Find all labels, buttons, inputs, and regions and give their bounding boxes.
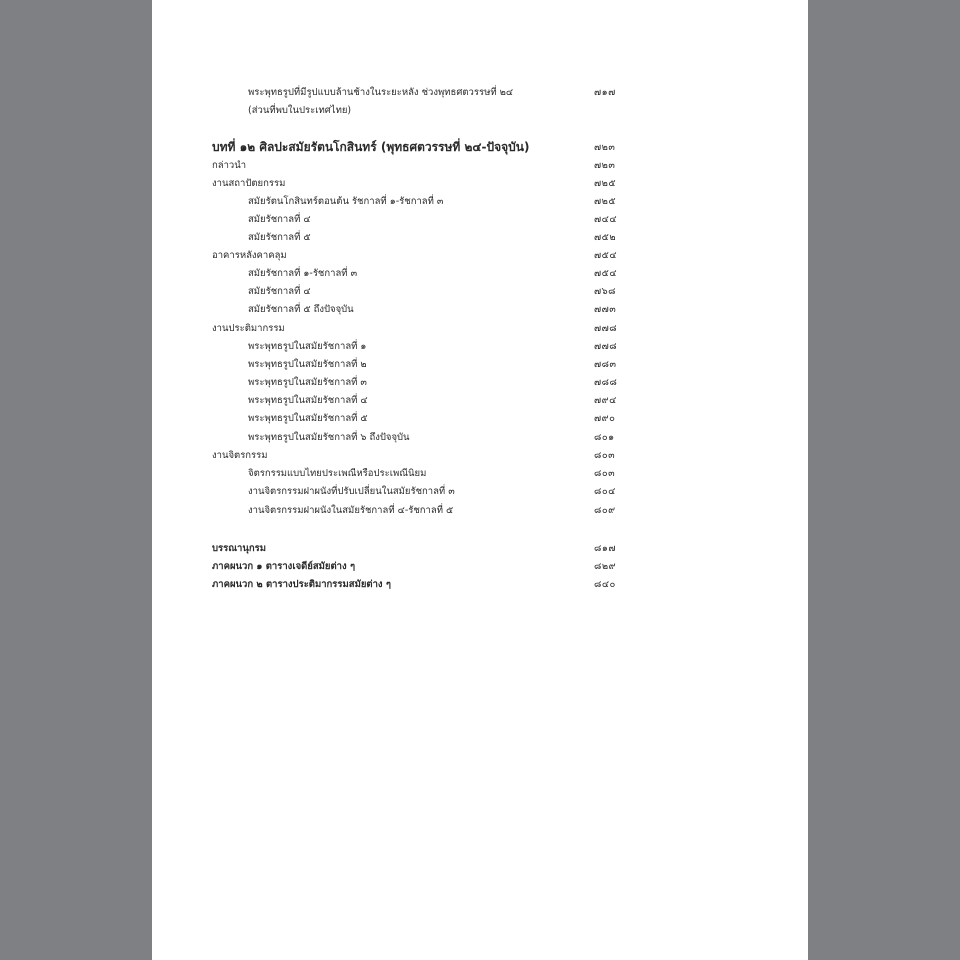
toc-entry-label: สมัยรัชกาลที่ ๕ ถึงปัจจุบัน	[248, 303, 354, 315]
toc-entry-page: ๗๒๕	[594, 195, 617, 207]
toc-entry-page: ๘๑๗	[594, 542, 617, 554]
toc-entry[interactable]	[212, 265, 632, 281]
toc-entry-page: ๗๑๗	[594, 86, 616, 98]
toc-entry-label: งานจิตรกรรมฝาผนังในสมัยรัชกาลที่ ๔-รัชกาลที่ ๕	[248, 504, 454, 516]
toc-entry-label: ภาคผนวก ๒ ตารางประติมากรรมสมัยต่าง ๆ	[212, 578, 391, 590]
toc-entry[interactable]	[212, 374, 632, 390]
toc-entry-label: อาคารหลังคาคลุม	[212, 249, 287, 261]
toc-backmatter-entry[interactable]	[212, 558, 632, 574]
chapter-title: บทที่ ๑๒ ศิลปะสมัยรัตนโกสินทร์ (พุทธศตวรรษที่ ๒๔-ปัจจุบัน)	[212, 139, 530, 154]
toc-entry-label: งานจิตรกรรม	[212, 449, 268, 461]
document-page	[152, 0, 808, 960]
toc-entry-label: งานสถาปัตยกรรม	[212, 177, 286, 189]
toc-entry[interactable]	[212, 211, 632, 227]
toc-chapter-heading[interactable]	[212, 138, 632, 156]
toc-entry-page: ๗๙๔	[594, 394, 617, 406]
toc-entry-label: พระพุทธรูปในสมัยรัชกาลที่ ๖ ถึงปัจจุบัน	[248, 431, 410, 443]
toc-entry[interactable]	[212, 502, 632, 518]
toc-backmatter-entry[interactable]	[212, 540, 632, 556]
toc-entry[interactable]	[212, 447, 632, 463]
toc-entry[interactable]	[212, 483, 632, 499]
chapter-page: ๗๒๓	[594, 141, 616, 153]
toc-entry-label: งานประติมากรรม	[212, 322, 285, 334]
toc-entry-label: สมัยรัชกาลที่ ๔	[248, 285, 311, 297]
toc-entry[interactable]	[212, 301, 632, 317]
toc-entry-label: พระพุทธรูปในสมัยรัชกาลที่ ๕	[248, 412, 368, 424]
toc-entry[interactable]	[212, 157, 632, 173]
toc-entry-label: พระพุทธรูปที่มีรูปแบบล้านช้างในระยะหลัง ช่วงพุทธศตวรรษที่ ๒๔	[248, 86, 514, 98]
toc-entry[interactable]	[212, 229, 632, 245]
toc-entry-label: สมัยรัชกาลที่ ๔	[248, 213, 311, 225]
toc-entry-page: ๗๕๔	[594, 267, 618, 279]
toc-entry-label: (ส่วนที่พบในประเทศไทย)	[248, 104, 352, 116]
toc-entry-label: พระพุทธรูปในสมัยรัชกาลที่ ๒	[248, 358, 367, 370]
toc-entry-page: ๘๔๐	[594, 578, 616, 590]
toc-entry-label: สมัยรัชกาลที่ ๑-รัชกาลที่ ๓	[248, 267, 358, 279]
toc-entry-page: ๗๙๐	[594, 412, 616, 424]
toc-entry[interactable]	[212, 247, 632, 263]
toc-entry[interactable]	[212, 320, 632, 336]
toc-entry-page: ๘๐๓	[594, 449, 616, 461]
toc-entry[interactable]	[212, 410, 632, 426]
toc-entry-label: พระพุทธรูปในสมัยรัชกาลที่ ๔	[248, 394, 368, 406]
toc-backmatter-entry[interactable]	[212, 576, 632, 592]
toc-entry-page: ๗๗๘	[594, 322, 618, 334]
toc-entry-page: ๗๘๓	[594, 358, 617, 370]
toc-entry[interactable]	[212, 465, 632, 481]
toc-entry-page: ๗๗๘	[594, 340, 618, 352]
toc-entry-page: ๗๔๔	[594, 213, 618, 225]
toc-entry[interactable]	[212, 429, 632, 445]
toc-entry-page: ๘๐๙	[594, 504, 616, 516]
toc-entry-page: ๘๐๔	[594, 485, 616, 497]
toc-entry[interactable]	[212, 356, 632, 372]
toc-entry-label: จิตรกรรมแบบไทยประเพณีหรือประเพณีนิยม	[248, 467, 427, 479]
toc-entry-label: งานจิตรกรรมฝาผนังที่ปรับเปลี่ยนในสมัยรัชกาลที่ ๓	[248, 485, 455, 497]
toc-entry-page: ๘๒๙	[594, 560, 617, 572]
toc-entry-page: ๗๒๓	[594, 159, 616, 171]
toc-entry-page: ๗๗๓	[594, 303, 617, 315]
toc-entry-label: พระพุทธรูปในสมัยรัชกาลที่ ๓	[248, 376, 367, 388]
toc-entry[interactable]	[212, 283, 632, 299]
toc-entry-label: กล่าวนำ	[212, 159, 247, 171]
toc-entry[interactable]	[212, 392, 632, 408]
toc-entry[interactable]	[212, 175, 632, 191]
toc-entry-continuation	[212, 102, 632, 118]
toc-entry-page: ๘๐๓	[594, 467, 616, 479]
toc-entry-page: ๗๖๘	[594, 285, 617, 297]
toc-entry-label: บรรณานุกรม	[212, 542, 266, 554]
toc-entry-page: ๗๕๒	[594, 231, 617, 243]
toc-entry[interactable]	[212, 338, 632, 354]
toc-entry-page: ๗๒๕	[594, 177, 617, 189]
toc-entry-label: สมัยรัตนโกสินทร์ตอนต้น รัชกาลที่ ๑-รัชกาลที่ ๓	[248, 195, 444, 207]
toc-entry-label: พระพุทธรูปในสมัยรัชกาลที่ ๑	[248, 340, 367, 352]
toc-entry-page: ๗๕๔	[594, 249, 618, 261]
toc-entry-label: ภาคผนวก ๑ ตารางเจดีย์สมัยต่าง ๆ	[212, 560, 356, 572]
toc-entry[interactable]	[212, 84, 632, 100]
toc-entry[interactable]	[212, 193, 632, 209]
toc-entry-label: สมัยรัชกาลที่ ๕	[248, 231, 311, 243]
toc-entry-page: ๘๐๑	[594, 431, 615, 443]
toc-entry-page: ๗๘๘	[594, 376, 618, 388]
